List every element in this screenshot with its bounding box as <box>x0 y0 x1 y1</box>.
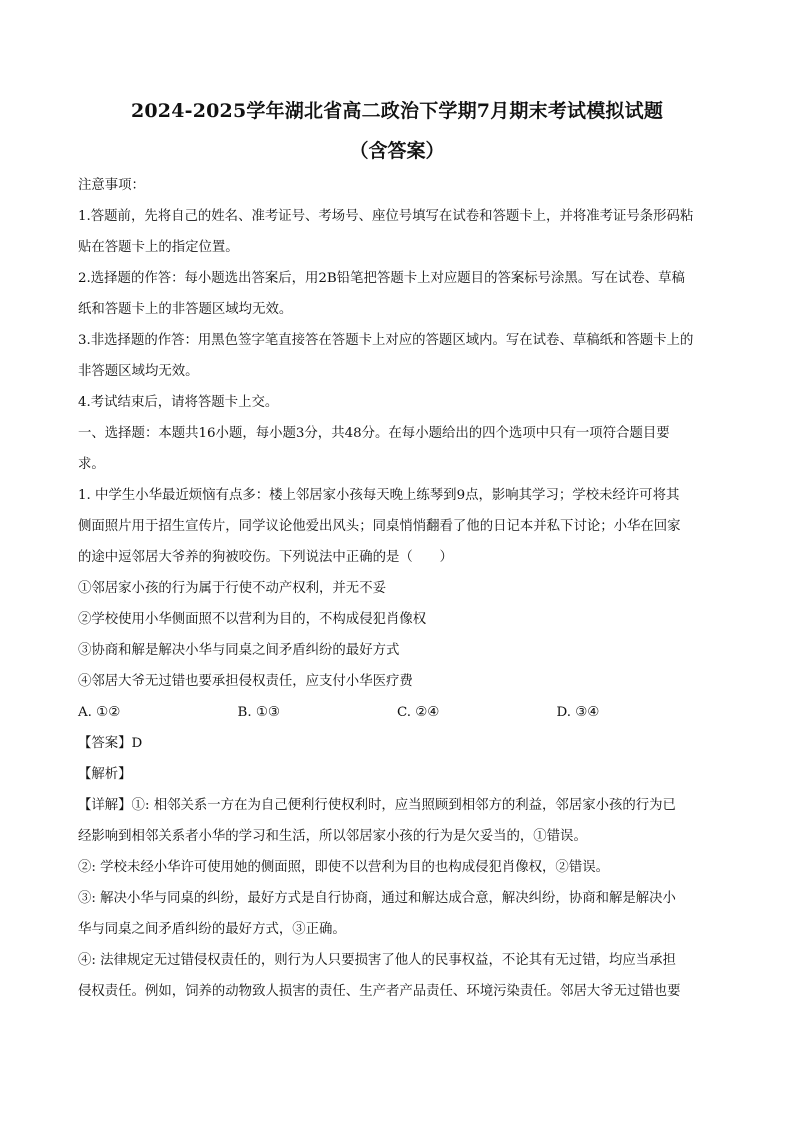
analysis-line: 经影响到相邻关系者小华的学习和生活，所以邻居家小孩的行为是欠妥当的，①错误。 <box>78 829 587 844</box>
notice-line: 1.答题前，先将自己的姓名、准考证号、考场号、座位号填写在试卷和答题卡上，并将准考证号条形码粘 <box>78 209 694 224</box>
option-d: D. ③④ <box>556 705 600 720</box>
option-c: C. ②④ <box>397 705 440 720</box>
analysis-line: 华与同桌之间矛盾纠纷的最好方式，③正确。 <box>78 922 346 937</box>
option-b: B. ①③ <box>237 705 280 720</box>
answer-line: 【答案】D <box>78 736 143 751</box>
analysis-line: 侵权责任。例如，饲养的动物致人损害的责任、生产者产品责任、环境污染责任。邻居大爷无过错也要 <box>78 984 681 999</box>
analysis-line: 【详解】①: 相邻关系一方在为自己便利行使权利时，应当照顾到相邻方的利益，邻居家小孩的行为已 <box>78 798 676 813</box>
statement-2: ②学校使用小华侧面照不以营利为目的，不构成侵犯肖像权 <box>78 612 427 627</box>
analysis-line: ②: 学校未经小华许可使用她的侧面照，即使不以营利为目的也构成侵犯肖像权，②错误。 <box>78 860 609 875</box>
statement-1: ①邻居家小孩的行为属于行使不动产权利，并无不妥 <box>78 581 386 596</box>
statement-3: ③协商和解是解决小华与同桌之间矛盾纠纷的最好方式 <box>78 643 400 658</box>
document-subtitle: （含答案） <box>349 140 445 162</box>
question-stem: 1. 中学生小华最近烦恼有点多：楼上邻居家小孩每天晚上练琴到9点，影响其学习；学校未经许可将其 <box>78 488 680 503</box>
question-stem: 侧面照片用于招生宣传片，同学议论他爱出风头；同桌悄悄翻看了他的日记本并私下讨论；小华在回家 <box>78 519 681 534</box>
notice-line: 3.非选择题的作答：用黑色签字笔直接答在答题卡上对应的答题区域内。写在试卷、草稿纸和答题卡上的 <box>78 333 694 348</box>
option-a: A. ①② <box>78 705 121 720</box>
question-stem: 的途中逗邻居大爷养的狗被咬伤。下列说法中正确的是（ ） <box>78 550 453 565</box>
section-instruction: 求。 <box>78 457 105 472</box>
analysis-header: 【解析】 <box>78 767 132 782</box>
notice-line: 2.选择题的作答：每小题选出答案后，用2B铅笔把答题卡上对应题目的答案标号涂黑。写在试卷、草稿 <box>78 271 685 286</box>
analysis-line: ④: 法律规定无过错侵权责任的，则行为人只要损害了他人的民事权益，不论其有无过错，均应当承担 <box>78 953 676 968</box>
section-instruction: 一、选择题：本题共16小题，每小题3分，共48分。在每小题给出的四个选项中只有一项符合题目要 <box>78 426 670 441</box>
notice-line: 贴在答题卡上的指定位置。 <box>78 240 239 255</box>
notice-line: 非答题区域均无效。 <box>78 364 199 379</box>
answer-options <box>78 697 716 728</box>
document-title: 2024-2025学年湖北省高二政治下学期7月期末考试模拟试题 <box>130 100 664 122</box>
analysis-line: ③: 解决小华与同桌的纠纷，最好方式是自行协商，通过和解达成合意，解决纠纷，协商和解是解决小 <box>78 891 676 906</box>
notice-header: 注意事项： <box>78 178 145 193</box>
notice-line: 4.考试结束后，请将答题卡上交。 <box>78 395 279 410</box>
statement-4: ④邻居大爷无过错也要承担侵权责任，应支付小华医疗费 <box>78 674 413 689</box>
notice-line: 纸和答题卡上的非答题区域均无效。 <box>78 302 293 317</box>
